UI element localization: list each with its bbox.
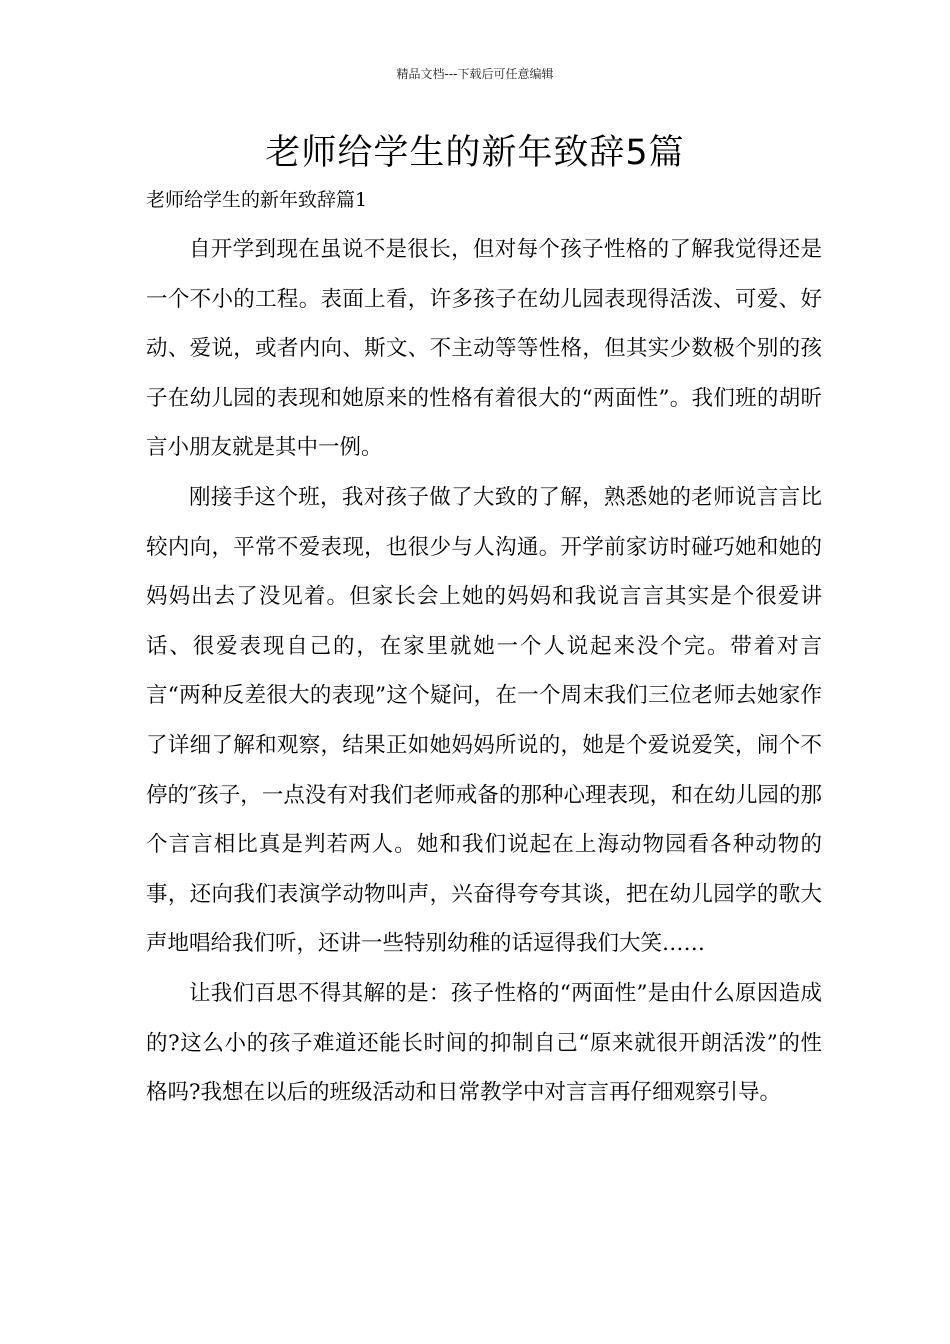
section-heading: 老师给学生的新年致辞篇1 bbox=[146, 189, 368, 211]
document-body bbox=[146, 225, 822, 1118]
document-title: 老师给学生的新年致辞5篇 bbox=[265, 133, 685, 173]
paragraph-3: 让我们百思不得其解的是：孩子性格的“两面性”是由什么原因造成的?这么小的孩子难道还能长时间的抑制自己“原来就很开朗活泼”的性格吗?我想在以后的班级活动和日常教学中对言言再仔细观察引导。 bbox=[146, 980, 822, 1106]
paragraph-2: 刚接手这个班，我对孩子做了大致的了解，熟悉她的老师说言言比较内向，平常不爱表现，也很少与人沟通。开学前家访时碰巧她和她的妈妈出去了没见着。但家长会上她的妈妈和我说言言其实是个很爱讲话、很爱表现自己的，在家里就她一个人说起来没个完。带着对言言“两种反差很大的表现”这个疑问，在一个周末我们三位老师去她家作了详细了解和观察，结果正如她妈妈所说的，她是个爱说爱笑，闹个不停的″孩子，一点没有对我们老师戒备的那种心理表现，和在幼儿园的那个言言相比真是判若两人。她和我们说起在上海动物园看各种动物的事，还向我们表演学动物叫声，兴奋得夸夸其谈，把在幼儿园学的歌大声地唱给我们听，还讲一些特别幼稚的话逗得我们大笑…… bbox=[146, 484, 822, 957]
header-note: 精品文档---下载后可任意编辑 bbox=[396, 67, 554, 81]
paragraph-1: 自开学到现在虽说不是很长，但对每个孩子性格的了解我觉得还是一个不小的工程。表面上看，许多孩子在幼儿园表现得活泼、可爱、好动、爱说，或者内向、斯文、不主动等等性格，但其实少数极个别的孩子在幼儿园的表现和她原来的性格有着很大的“两面性”。我们班的胡昕言小朋友就是其中一例。 bbox=[146, 237, 822, 461]
